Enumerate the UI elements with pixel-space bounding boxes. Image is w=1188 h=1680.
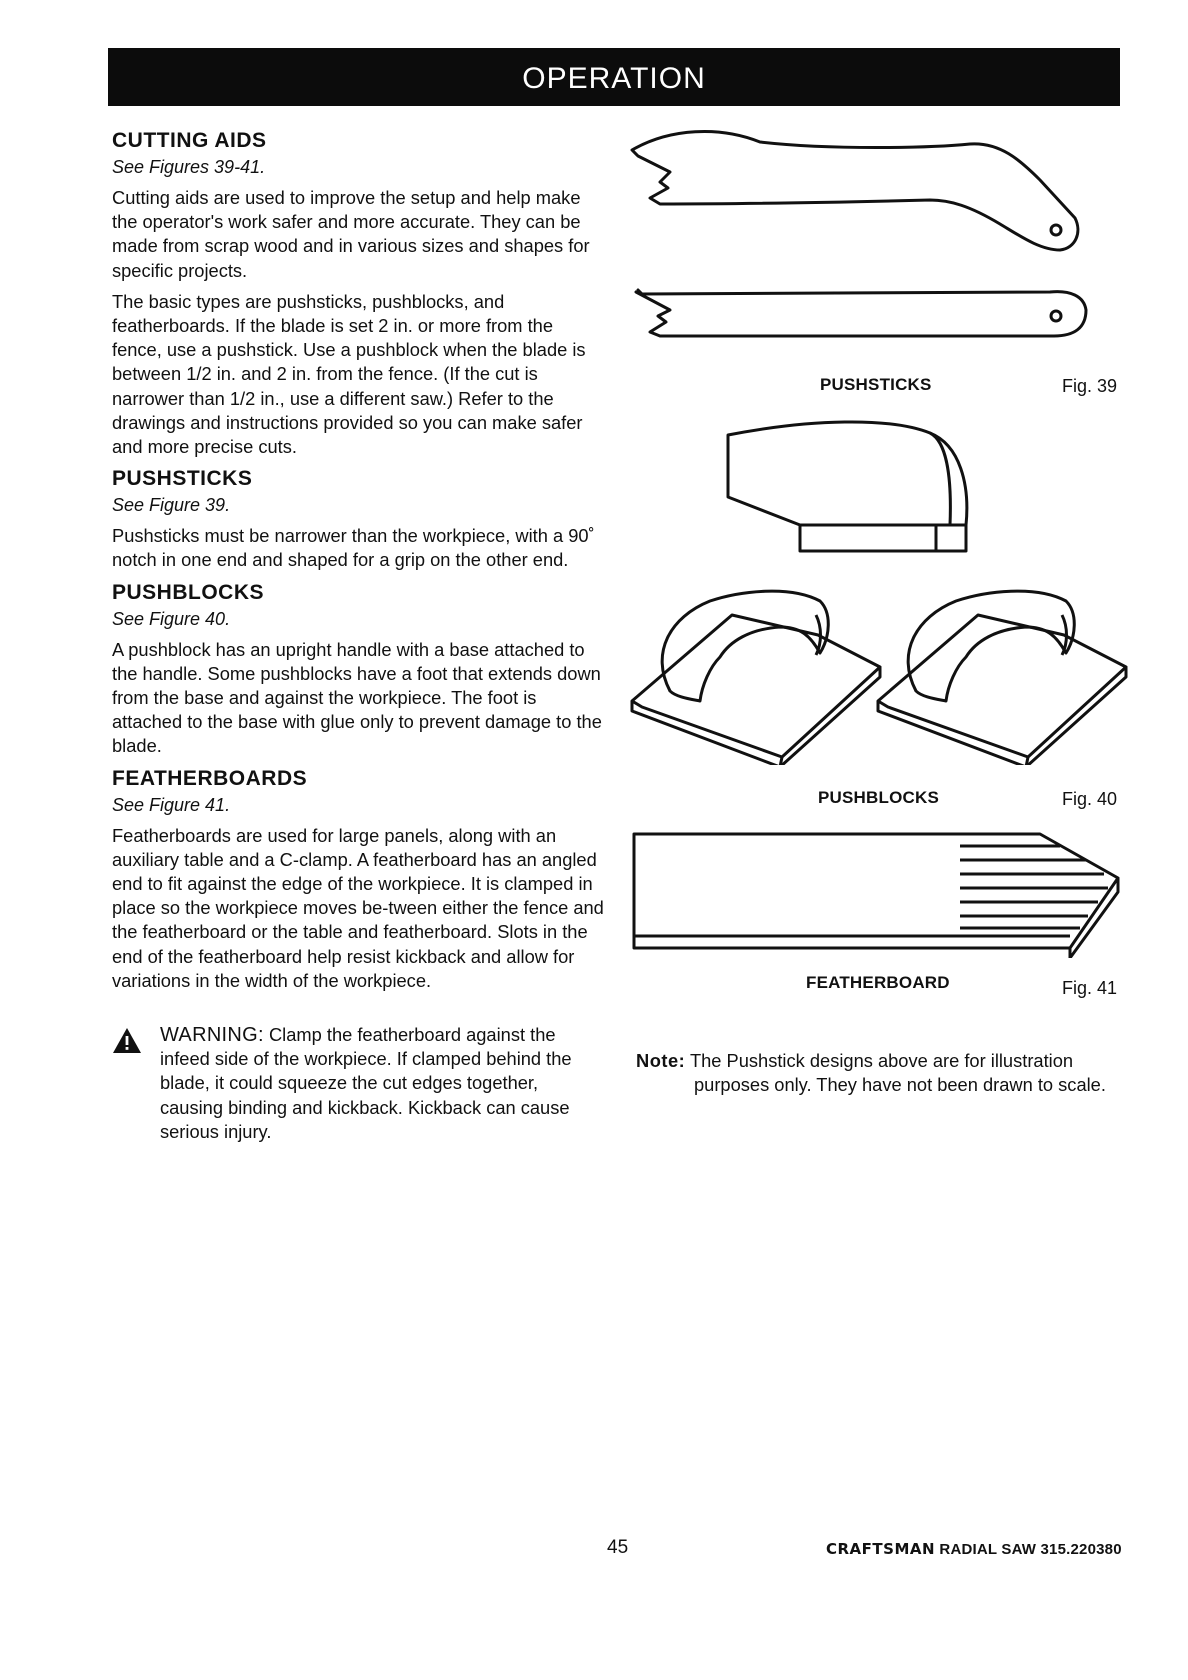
pushsticks-drawing	[630, 120, 1130, 352]
fig40-caption: PUSHBLOCKS	[818, 788, 940, 807]
see-figures-ref: See Figures 39-41.	[112, 157, 266, 177]
note-block	[636, 1049, 1136, 1097]
fig40-number: Fig. 40	[1062, 789, 1118, 809]
paragraph: A pushblock has an upright handle with a base attached to the handle. Some pushblocks have a foot that extends down from the base and against the workpiece. The foot is attached to the base with glue only to prevent damage to the blade.	[112, 638, 602, 757]
heading-cutting-aids: CUTTING AIDS	[112, 129, 267, 152]
warning-label: WARNING:	[160, 1024, 264, 1047]
left-column	[112, 128, 604, 1144]
featherboard-drawing	[630, 828, 1130, 958]
note-line1: The Pushstick designs above are for illustration	[689, 1050, 1074, 1071]
paragraph: The basic types are pushsticks, pushblocks, and featherboards. If the blade is set 2 in. or more from the fence, use a pushstick. Use a pushblock when the blade is between 1/2 in. and 2 in. from the fence. (If the cut is narrower than 1/2 in., use a different saw.) Refer to the drawings and instructions provided so you can make safer and more precise cuts.	[112, 290, 586, 458]
warning-text: Clamp the featherboard against the infeed side of the workpiece. If clamped behind the blade, it could squeeze the cut edges together, causing binding and kickback. Kickback can cause serious injury.	[160, 1024, 572, 1142]
paragraph: Pushsticks must be narrower than the workpiece, with a 90˚ notch in one end and shaped for a grip on the other end.	[112, 525, 595, 571]
note-rest: purposes only. They have not been drawn to scale.	[694, 1074, 1106, 1096]
see-figure-ref: See Figure 41.	[112, 794, 231, 815]
paragraph: Featherboards are used for large panels, along with an auxiliary table and a C-clamp. A featherboard has an angled end to fit against the edge of the workpiece. It is clamped in place so the workpiece moves be-tween either the fence and the featherboard or the table and featherboard. Slots in the end of the featherboard help resist kickback and allow for variations in the width of the workpiece.	[112, 824, 604, 991]
fig39-caption: PUSHSTICKS	[820, 375, 932, 394]
fig39-number: Fig. 39	[1062, 376, 1118, 396]
footer-product	[826, 1540, 1122, 1558]
see-figure-ref: See Figure 40.	[112, 608, 231, 629]
section-banner: OPERATION	[108, 48, 1120, 106]
fig41-number: Fig. 41	[1062, 978, 1118, 998]
paragraph: Cutting aids are used to improve the setup and help make the operator's work safer and more accurate. They can be made from scrap wood and in various sizes and shapes for specific projects.	[112, 187, 590, 281]
note-label: Note:	[636, 1050, 686, 1071]
see-figure-ref: See Figure 39.	[112, 495, 231, 516]
warning-block	[112, 1023, 604, 1144]
heading-pushsticks: PUSHSTICKS	[112, 467, 253, 491]
pushblocks-drawing	[630, 405, 1130, 765]
brand-name: CRAFTSMAN	[826, 1540, 936, 1558]
heading-featherboards: FEATHERBOARDS	[112, 766, 308, 790]
product-model: RADIAL SAW 315.220380	[935, 1541, 1122, 1558]
page-number: 45	[607, 1537, 629, 1558]
fig41-caption: FEATHERBOARD	[806, 973, 950, 992]
warning-triangle-icon	[112, 1027, 142, 1054]
heading-pushblocks: PUSHBLOCKS	[112, 580, 265, 604]
